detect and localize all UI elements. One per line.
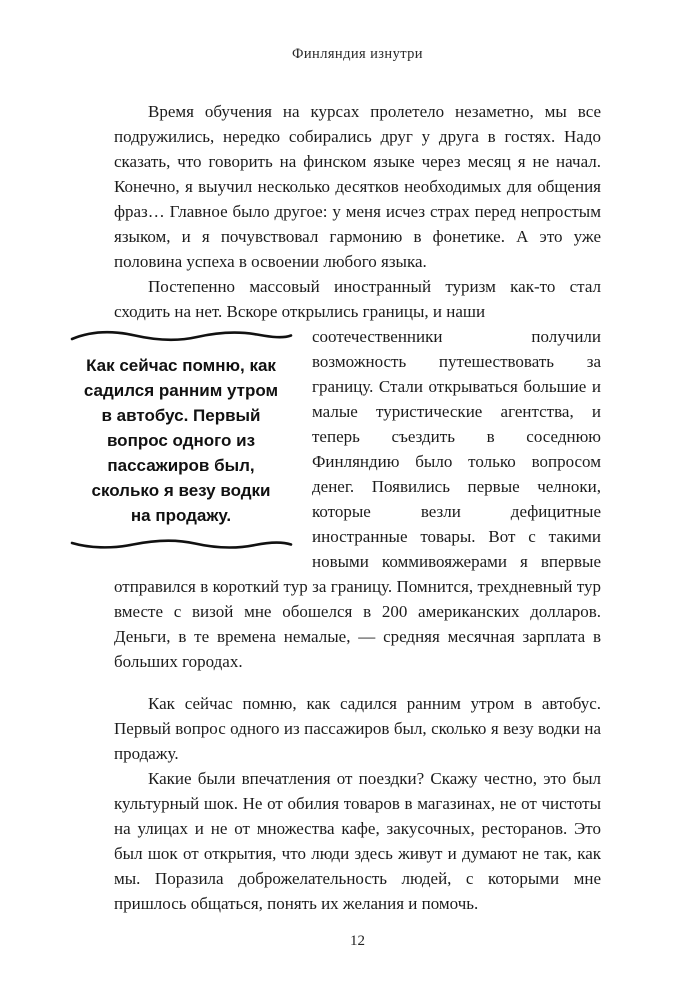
paragraph-2 [114,274,601,324]
wavy-divider-bottom-icon [69,534,294,554]
paragraph-3: Как сейчас помню, как садился ранним утром в автобус. Первый вопрос одного из пассажиров был, сколько я везу водки на продажу. [114,694,601,763]
pull-quote-text: Как сейчас помню, как садился ранним утром в автобус. Первый вопрос одного из пассажиров был, сколько я везу водки на продажу. [83,356,279,525]
paragraph-4: Какие были впечатления от поездки? Скажу честно, это был культурный шок. Не от обилия товаров в магазинах, не от чистоты на улицах и не от множества кафе, закусочных, ресторанов. Это был шок от открытия, что люди здесь живут и думают не так, как мы. Поразила доброжелательность людей, с которыми мне пришлось общаться, понять их желания и помочь. [114,769,601,913]
paragraph-2-rest: соотечественники получили возможность путешествовать за границу. Стали открываться большие и малые туристические агентства, и теперь съездить в соседнюю Финляндию было только вопросом денег. Появились первые челноки, которые везли дефицитные иностранные товары. Вот с такими новыми коммивояжерами я впервые отправился в короткий тур за границу. Помнится, трехдневный тур вместе с визой мне обошелся в 200 американских долларов. Деньги, в те времена немалые, — средняя месячная зарплата в больших городах. [114,327,601,671]
wavy-divider-top-icon [69,327,294,347]
running-header: Финляндия изнутри [292,46,423,62]
page-number: 12 [350,933,365,949]
page-body [83,99,601,916]
paragraph-1: Время обучения на курсах пролетело незаметно, мы все подружились, нередко собирались друг у друга в гостях. Надо сказать, что говорить на финском языке через месяц я не начал. Конечно, я выучил несколько десятков необходимых для общения фраз… Главное было другое: у меня исчез страх перед непростым языком, и я почувствовал гармонию в фонетике. А это уже половина успеха в освоении любого языка. [114,102,601,271]
paragraph-2-start: Постепенно массовый иностранный туризм как-то стал сходить на нет. Вскоре открылись границы, и наши [114,277,601,321]
pull-quote [66,327,296,554]
